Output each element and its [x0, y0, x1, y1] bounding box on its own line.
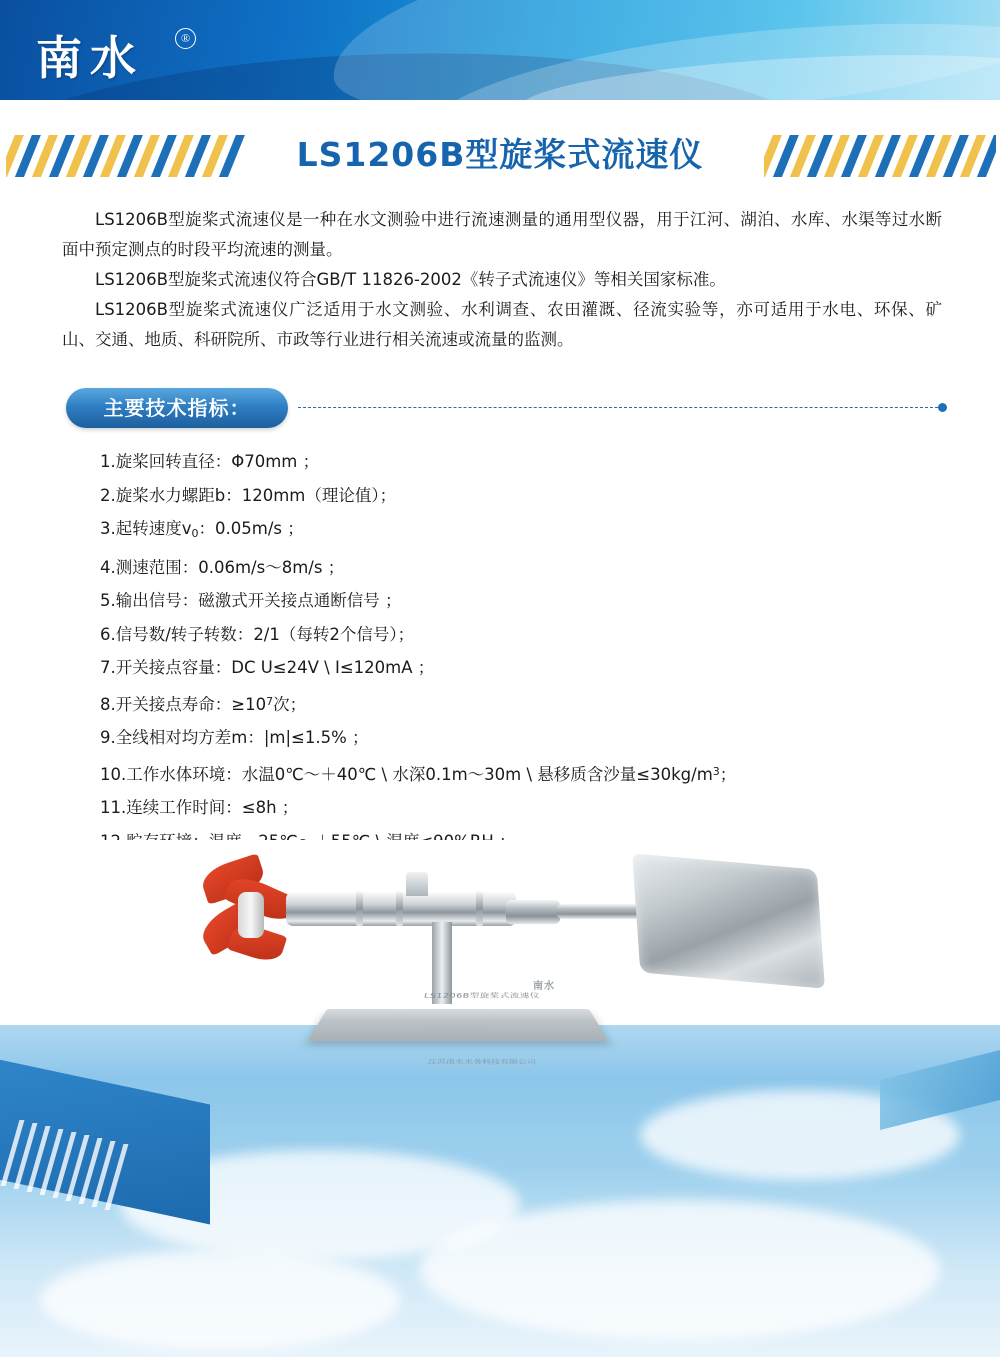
- spec-item: [100, 445, 930, 479]
- spec-item: [100, 791, 930, 825]
- section-heading-badge: 主要技术指标：: [66, 388, 288, 428]
- spec-label: 输出信号：: [115, 591, 199, 610]
- footer-sky-graphic: [0, 1000, 1000, 1357]
- spec-label: 开关接点容量：: [115, 658, 232, 677]
- spec-label: 旋桨回转直径：: [115, 452, 232, 471]
- base-engraving-text: LS1206B型旋桨式流速仪: [423, 992, 541, 1000]
- spec-item: [100, 651, 930, 685]
- spec-item: [100, 479, 930, 513]
- spec-item: [100, 551, 930, 585]
- spec-index: 6.: [100, 624, 116, 644]
- spec-value: ：0.05m/s ；: [198, 519, 304, 538]
- intro-paragraph: LS1206B型旋桨式流速仪广泛适用于水文测验、水利调查、农田灌溉、径流实验等，亦可适用于水电、环保、矿山、交通、地质、科研院所、市政等行业进行相关流速或流量的监测。: [62, 300, 942, 349]
- spec-value: ≤8h ；: [241, 798, 299, 817]
- spec-item: [100, 685, 930, 722]
- footer-blue-wedge: [0, 1056, 210, 1225]
- spec-label: 工作水体环境：: [126, 764, 242, 784]
- spec-value: |m|≤1.5% ；: [263, 728, 369, 747]
- spec-label: 起转速度v: [115, 519, 192, 538]
- spec-item: [100, 512, 930, 551]
- spec-value: ≥10: [231, 694, 267, 714]
- spec-subscript: 0: [191, 527, 199, 540]
- spec-tail: 次；: [273, 694, 307, 714]
- footer-stripe: [79, 1138, 103, 1204]
- base-logo-text: 南水: [533, 981, 555, 992]
- footer-stripe: [105, 1144, 129, 1210]
- intro-paragraph: LS1206B型旋桨式流速仪是一种在水文测验中进行流速测量的通用型仪器，用于江河、湖泊、水库、水渠等过水断面中预定测点的时段平均流速的测量。: [62, 210, 942, 259]
- spec-label: 测速范围：: [115, 557, 199, 577]
- tube-ring: [396, 892, 403, 926]
- cloud: [420, 1200, 940, 1340]
- spec-label: 信号数/转子转数：: [115, 624, 254, 644]
- spec-value: 水温0℃～＋40℃ \ 水深0.1m～30m \ 悬移质含沙量≤30kg/m: [241, 764, 713, 784]
- footer-stripe: [66, 1135, 90, 1201]
- spec-label: 全线相对均方差m：: [115, 728, 264, 747]
- spec-superscript: 3: [712, 764, 720, 778]
- tube-ring: [356, 892, 363, 926]
- base-company-text: 江苏南水水务科技有限公司: [427, 1059, 537, 1066]
- intro-paragraphs: [62, 205, 942, 355]
- spec-tail: ；: [719, 764, 737, 784]
- tail-rod: [556, 904, 646, 919]
- spec-index: 11.: [100, 798, 127, 817]
- spec-index: 9.: [100, 728, 116, 747]
- spec-items: [100, 445, 930, 858]
- cloud: [120, 1150, 520, 1260]
- section-dashed-rule: [298, 407, 938, 408]
- spec-item: [100, 584, 930, 618]
- intro-paragraph: LS1206B型旋桨式流速仪符合GB/T 11826-2002《转子式流速仪》等相关国家标准。: [95, 270, 726, 289]
- cloud: [40, 1250, 400, 1350]
- spec-list: [100, 445, 930, 858]
- spec-label: 连续工作时间：: [126, 798, 242, 817]
- footer-stripe: [14, 1123, 38, 1189]
- spec-item: [100, 755, 930, 792]
- footer-right-wedge: [880, 1040, 1000, 1130]
- spec-value: 磁激式开关接点通断信号 ；: [198, 591, 402, 610]
- spec-label: 旋桨水力螺距b：: [115, 485, 242, 505]
- tail-vane-fin: [632, 853, 825, 988]
- registered-trademark-icon: ®: [175, 28, 196, 49]
- cable-connector: [406, 872, 428, 896]
- spec-value: 2/1（每转2个信号）；: [253, 624, 415, 644]
- page-title: LS1206B型旋桨式流速仪: [296, 135, 704, 174]
- tube-ring: [476, 892, 483, 926]
- spec-item: [100, 721, 930, 755]
- spec-label: 开关接点寿命：: [115, 694, 232, 714]
- spec-index: 10.: [100, 764, 127, 784]
- propeller-hub: [238, 892, 264, 938]
- spec-index: 8.: [100, 694, 116, 714]
- spec-index: 7.: [100, 658, 116, 677]
- spec-index: 3.: [100, 519, 116, 538]
- spec-item: [100, 618, 930, 652]
- section-heading-row: [66, 388, 946, 430]
- page-header-banner: [0, 0, 1000, 100]
- spec-index: 4.: [100, 557, 116, 577]
- tail-neck: [506, 900, 560, 924]
- spec-superscript: 7: [266, 694, 274, 708]
- title-band: [0, 130, 1000, 186]
- spec-value: Φ70mm ；: [231, 452, 320, 471]
- footer-stripe: [27, 1126, 51, 1192]
- footer-stripe: [53, 1132, 77, 1198]
- footer-stripe: [1, 1120, 25, 1186]
- footer-stripe: [40, 1129, 64, 1195]
- spec-index: 2.: [100, 485, 116, 505]
- cloud: [640, 1090, 960, 1180]
- footer-stripe: [92, 1141, 116, 1207]
- spec-index: 1.: [100, 452, 116, 471]
- spec-value: 120mm（理论值）；: [241, 485, 397, 505]
- spec-value: DC U≤24V \ I≤120mA ；: [231, 658, 435, 677]
- company-logo: 南水: [36, 31, 144, 85]
- section-rule-end-dot: [938, 403, 947, 412]
- spec-index: 5.: [100, 591, 116, 610]
- stand-base-plate: [308, 1009, 609, 1041]
- spec-value: 0.06m/s～8m/s ；: [198, 557, 345, 577]
